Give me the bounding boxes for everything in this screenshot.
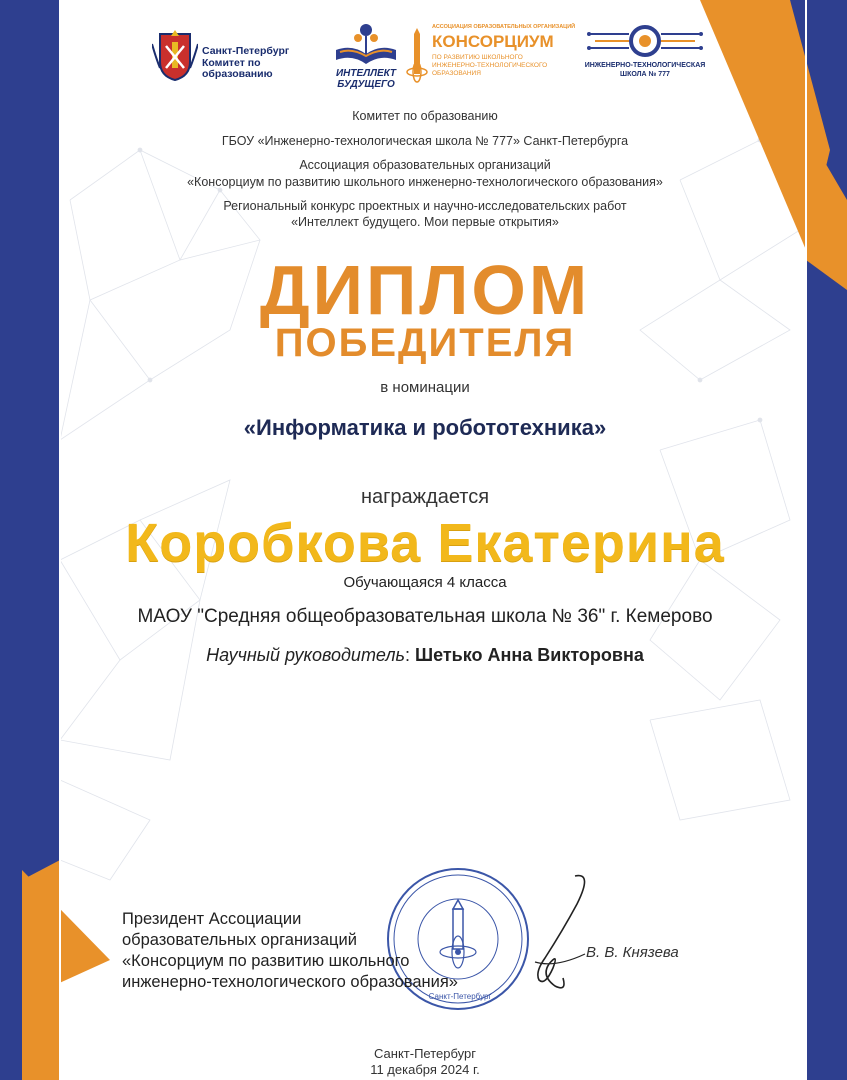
signature-line3: «Консорциум по развитию школьного — [122, 952, 410, 970]
coat-of-arms-icon — [152, 28, 198, 82]
consortium-sub2: ИНЖЕНЕРНО-ТЕХНОЛОГИЧЕСКОГО — [432, 62, 548, 69]
circuit-icon — [585, 24, 705, 58]
consortium-title: КОНСОРЦИУМ — [432, 32, 554, 51]
signature-block — [122, 909, 542, 993]
awarded-label: награждается — [360, 486, 490, 508]
footer-city: Санкт-Петербург — [374, 1046, 476, 1061]
recipient-school: МАОУ "Средняя общеобразовательная школа № 36" г. Кемерово — [137, 606, 713, 627]
tower-atom-icon — [406, 28, 428, 84]
consortium-top: АССОЦИАЦИЯ ОБРАЗОВАТЕЛЬНЫХ ОРГАНИЗАЦИЙ — [432, 24, 576, 30]
consortium-sub1: ПО РАЗВИТИЮ ШКОЛЬНОГО — [432, 54, 523, 61]
nomination-intro: в номинации — [380, 379, 470, 396]
signature-line4: инженерно-технологического образования» — [122, 973, 458, 991]
diploma-subtitle: ПОБЕДИТЕЛЯ — [274, 321, 576, 365]
recipient-grade: Обучающаяся 4 класса — [343, 574, 507, 591]
nomination-name: «Информатика и робототехника» — [243, 415, 607, 440]
header-line2: ГБОУ «Инженерно-технологическая школа № 777» Санкт-Петербурга — [221, 134, 629, 148]
school777-line2: ШКОЛА № 777 — [620, 71, 670, 78]
intellect-line1: ИНТЕЛЛЕКТ — [335, 68, 397, 79]
header-line4: «Консорциум по развитию школьного инженерно-технологического образования» — [187, 175, 663, 189]
spb-line1: Санкт-Петербург — [202, 45, 290, 57]
school777-line1: ИНЖЕНЕРНО-ТЕХНОЛОГИЧЕСКАЯ — [584, 62, 706, 69]
consortium-sub3: ОБРАЗОВАНИЯ — [432, 70, 481, 77]
logo-intellect — [330, 20, 402, 90]
logo-spb — [152, 28, 312, 84]
supervisor-name: Шетько Анна Викторовна — [414, 645, 644, 665]
footer-date: 11 декабря 2024 г. — [370, 1062, 480, 1077]
header-line5: Региональный конкурс проектных и научно-исследовательских работ — [223, 199, 627, 213]
recipient-name: Коробкова Екатерина — [125, 513, 725, 573]
header-line6: «Интеллект будущего. Мои первые открытия» — [291, 215, 559, 229]
signature-line2: образовательных организаций — [122, 931, 357, 949]
supervisor-label: Научный руководитель — [206, 645, 405, 665]
signature-line1: Президент Ассоциации — [122, 910, 302, 928]
header-line3: Ассоциация образовательных организаций — [299, 158, 551, 172]
book-tree-icon — [330, 20, 402, 66]
intellect-line2: БУДУЩЕГО — [337, 79, 395, 90]
logo-school-777 — [580, 24, 710, 90]
spb-line2: Комитет по образованию — [202, 57, 273, 80]
header-line1: Комитет по образованию — [352, 109, 498, 123]
supervisor: Научный руководитель: Шетько Анна Викторовна — [206, 645, 644, 665]
stamp-city: Санкт-Петербург — [428, 992, 492, 1001]
logo-consortium — [406, 22, 576, 88]
diploma-title: ДИПЛОМ — [259, 251, 591, 329]
signatory-name: В. В. Князева — [586, 944, 679, 961]
